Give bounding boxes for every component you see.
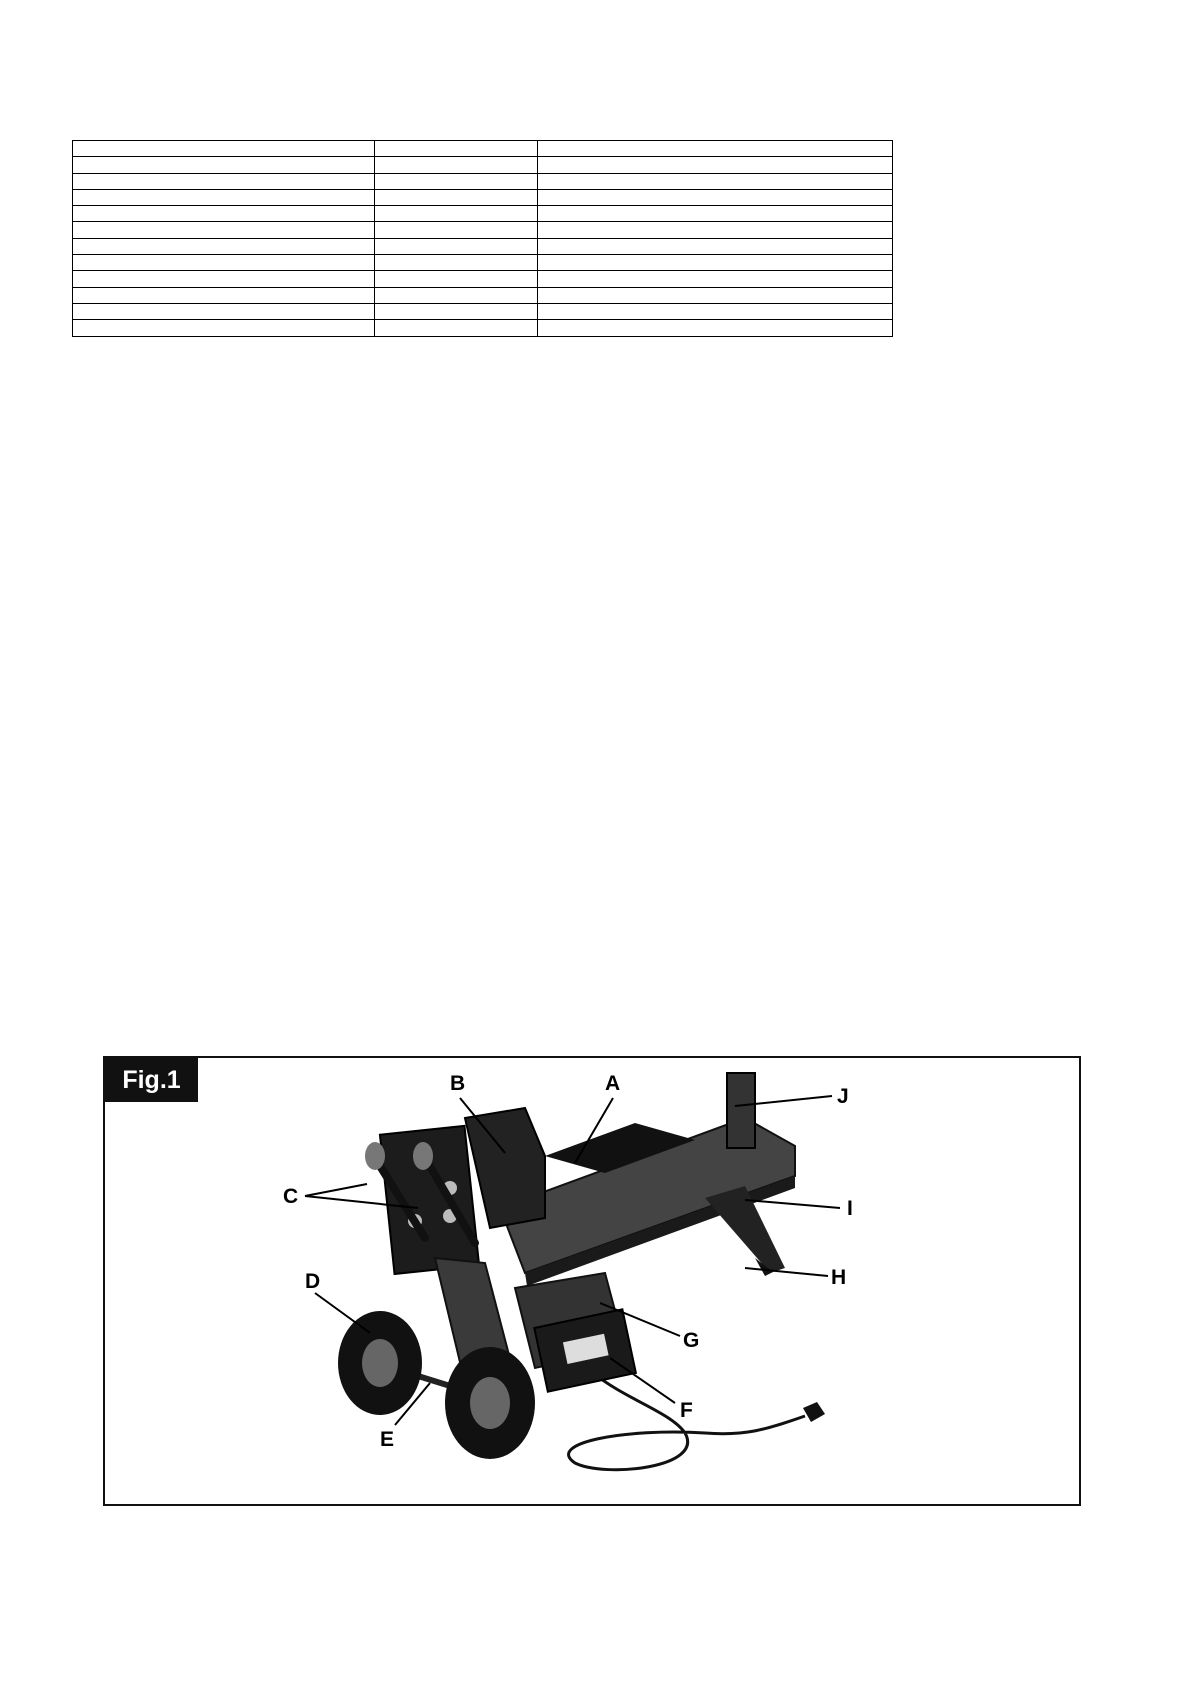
table-cell — [73, 303, 375, 319]
table-cell — [538, 238, 893, 254]
plug-icon — [803, 1402, 825, 1422]
log-splitter-illustration — [105, 1058, 1078, 1503]
table-cell — [73, 157, 375, 173]
callout-g: G — [683, 1329, 700, 1352]
table-cell — [375, 206, 538, 222]
table-cell — [375, 271, 538, 287]
table-row — [73, 206, 893, 222]
table-cell — [73, 255, 375, 271]
table-cell — [375, 287, 538, 303]
callout-leader-f — [610, 1358, 675, 1403]
table-cell — [73, 141, 375, 157]
table-row — [73, 271, 893, 287]
table-row — [73, 320, 893, 336]
wheel-hub — [362, 1339, 398, 1387]
spec-table — [72, 140, 893, 337]
table-cell — [375, 141, 538, 157]
callout-c: C — [283, 1185, 299, 1208]
callout-d: D — [305, 1270, 321, 1293]
table-cell — [538, 271, 893, 287]
table-cell — [538, 173, 893, 189]
table-row — [73, 255, 893, 271]
table-row — [73, 189, 893, 205]
table-cell — [375, 189, 538, 205]
callout-leader-d — [315, 1293, 370, 1333]
table-cell — [538, 206, 893, 222]
table-row — [73, 287, 893, 303]
figure-frame — [103, 1056, 1081, 1506]
table-row — [73, 141, 893, 157]
table-row — [73, 222, 893, 238]
callout-j: J — [837, 1085, 849, 1108]
callout-leader-c — [305, 1184, 367, 1196]
table-cell — [375, 238, 538, 254]
table-cell — [375, 222, 538, 238]
table-cell — [73, 271, 375, 287]
callout-leader-i — [745, 1200, 840, 1208]
callout-a: A — [605, 1072, 621, 1095]
table-cell — [538, 287, 893, 303]
table-row — [73, 157, 893, 173]
table-cell — [538, 255, 893, 271]
callout-f: F — [680, 1399, 693, 1422]
table-cell — [375, 157, 538, 173]
wheel-hub — [470, 1377, 510, 1429]
table-cell — [538, 157, 893, 173]
table-cell — [73, 189, 375, 205]
table-cell — [73, 287, 375, 303]
table-cell — [375, 320, 538, 336]
figure-label: Fig.1 — [105, 1058, 198, 1102]
handle-grip — [413, 1142, 433, 1170]
table-cell — [73, 173, 375, 189]
table-cell — [375, 173, 538, 189]
table-cell — [73, 320, 375, 336]
callout-b: B — [450, 1072, 466, 1095]
table-row — [73, 173, 893, 189]
callout-h: H — [831, 1266, 847, 1289]
table-cell — [538, 222, 893, 238]
support-leg — [705, 1186, 785, 1273]
table-row — [73, 303, 893, 319]
table-row — [73, 238, 893, 254]
table-cell — [538, 189, 893, 205]
table-cell — [375, 255, 538, 271]
table-cell — [73, 222, 375, 238]
callout-i: I — [847, 1197, 853, 1220]
push-plate — [465, 1108, 545, 1228]
table-cell — [538, 141, 893, 157]
table-cell — [538, 303, 893, 319]
table-cell — [73, 206, 375, 222]
table-cell — [73, 238, 375, 254]
table-cell — [375, 303, 538, 319]
table-cell — [538, 320, 893, 336]
callout-leader-h — [745, 1268, 828, 1276]
handle-grip — [365, 1142, 385, 1170]
wedge — [727, 1073, 755, 1148]
callout-e: E — [380, 1428, 395, 1451]
